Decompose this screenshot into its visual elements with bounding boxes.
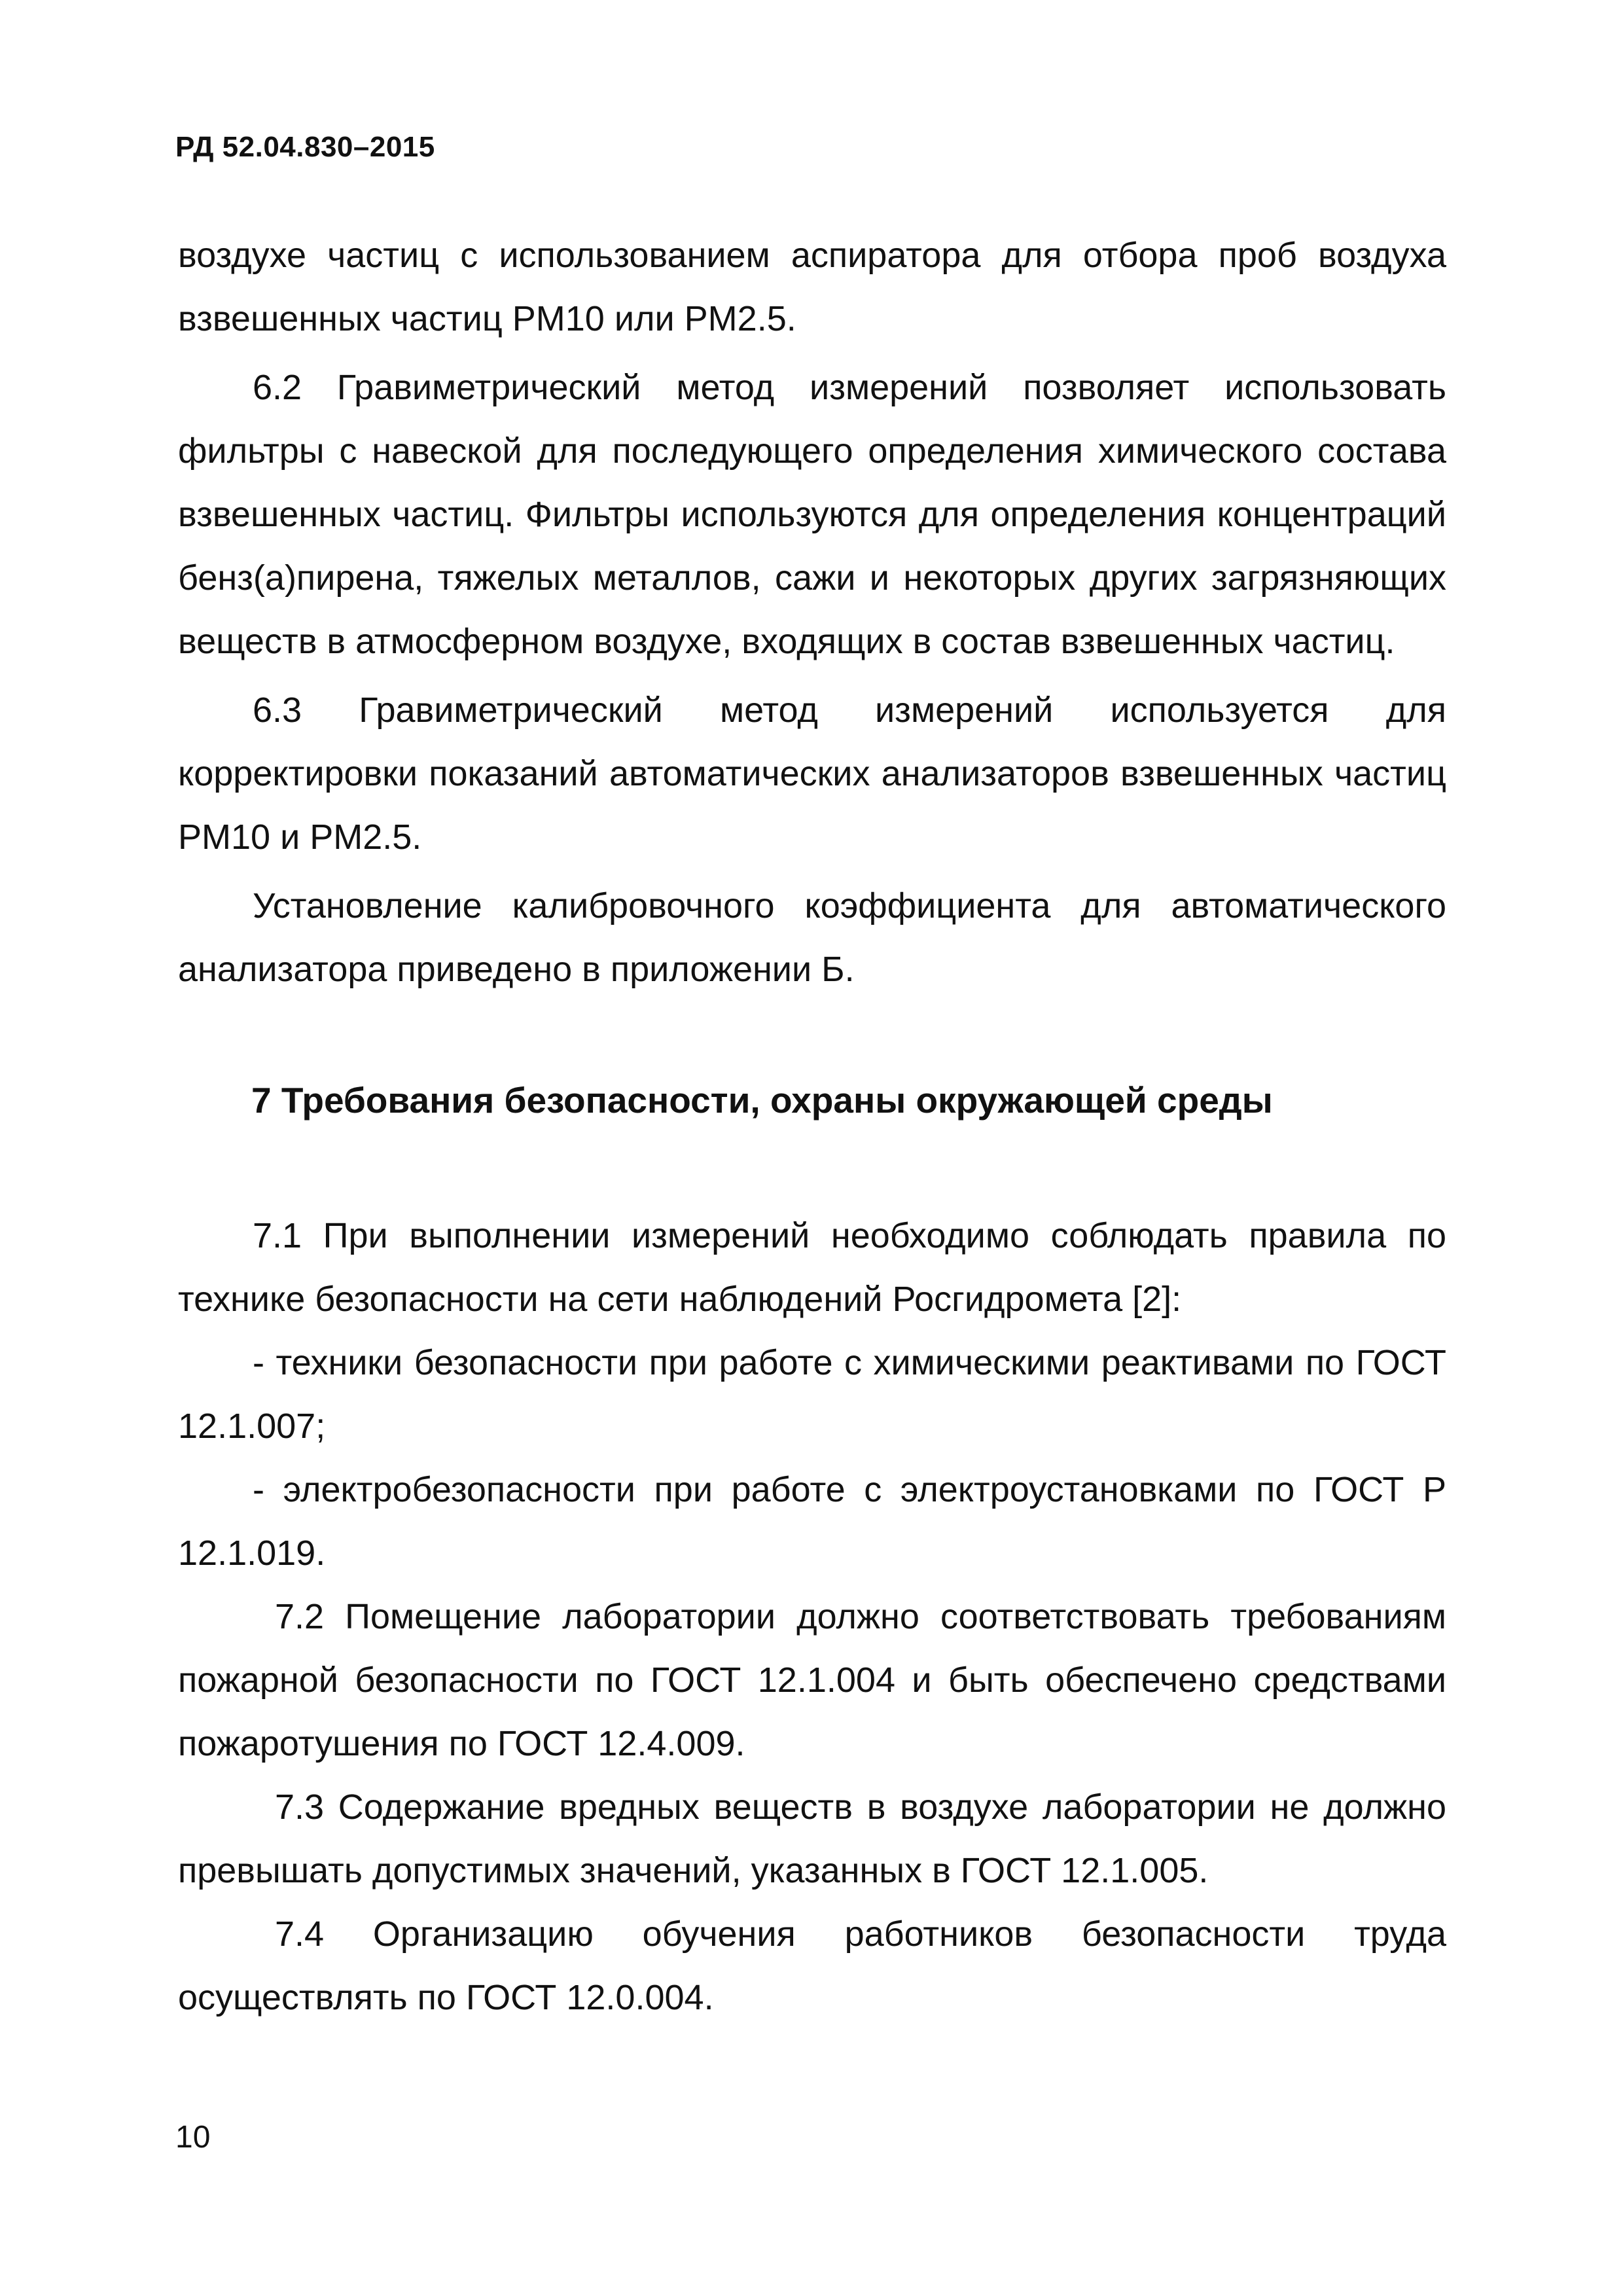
paragraph-6-3: 6.3 Гравиметрический метод измерений используется для корректировки показаний автоматических анализаторов взвешенных частиц PM10 и PM2.5.	[178, 691, 1446, 857]
list-item-chemical-safety: - техники безопасности при работе с химическими реактивами по ГОСТ 12.1.007;	[178, 1343, 1446, 1446]
paragraph-7-1: 7.1 При выполнении измерений необходимо соблюдать правила по технике безопасности на сети наблюдений Росгидромета [2]:	[178, 1216, 1446, 1319]
page-number: 10	[175, 2120, 211, 2155]
paragraph-6-2: 6.2 Гравиметрический метод измерений позволяет использовать фильтры с навеской для последующего определения химического состава взвешенных частиц. Фильтры используются для определения концентраций бенз(а)пирена, тяжелых металлов, сажи и некоторых других загрязняющих веществ в атмосферном воздухе, входящих в состав взвешенных частиц.	[178, 368, 1446, 661]
paragraph-continuation: воздухе частиц с использованием аспиратора для отбора проб воздуха взвешенных частиц PM10 или PM2.5.	[178, 236, 1446, 338]
paragraph-7-4: 7.4 Организацию обучения работников безопасности труда осуществлять по ГОСТ 12.0.004.	[178, 1914, 1446, 2017]
paragraph-calibration: Установление калибровочного коэффициента для автоматического анализатора приведено в приложении Б.	[178, 886, 1446, 989]
page-body	[178, 224, 1446, 2030]
list-item-electrical-safety: - электробезопасности при работе с электроустановками по ГОСТ Р 12.1.019.	[178, 1470, 1446, 1573]
paragraph-7-2: 7.2 Помещение лаборатории должно соответствовать требованиям пожарной безопасности по ГОСТ 12.1.004 и быть обеспечено средствами пожаротушения по ГОСТ 12.4.009.	[178, 1597, 1446, 1763]
section-7-heading: 7 Требования безопасности, охраны окружающей среды	[251, 1080, 1273, 1121]
paragraph-7-3: 7.3 Содержание вредных веществ в воздухе лаборатории не должно превышать допустимых значений, указанных в ГОСТ 12.1.005.	[178, 1787, 1446, 1890]
document-code: РД 52.04.830–2015	[175, 131, 435, 163]
